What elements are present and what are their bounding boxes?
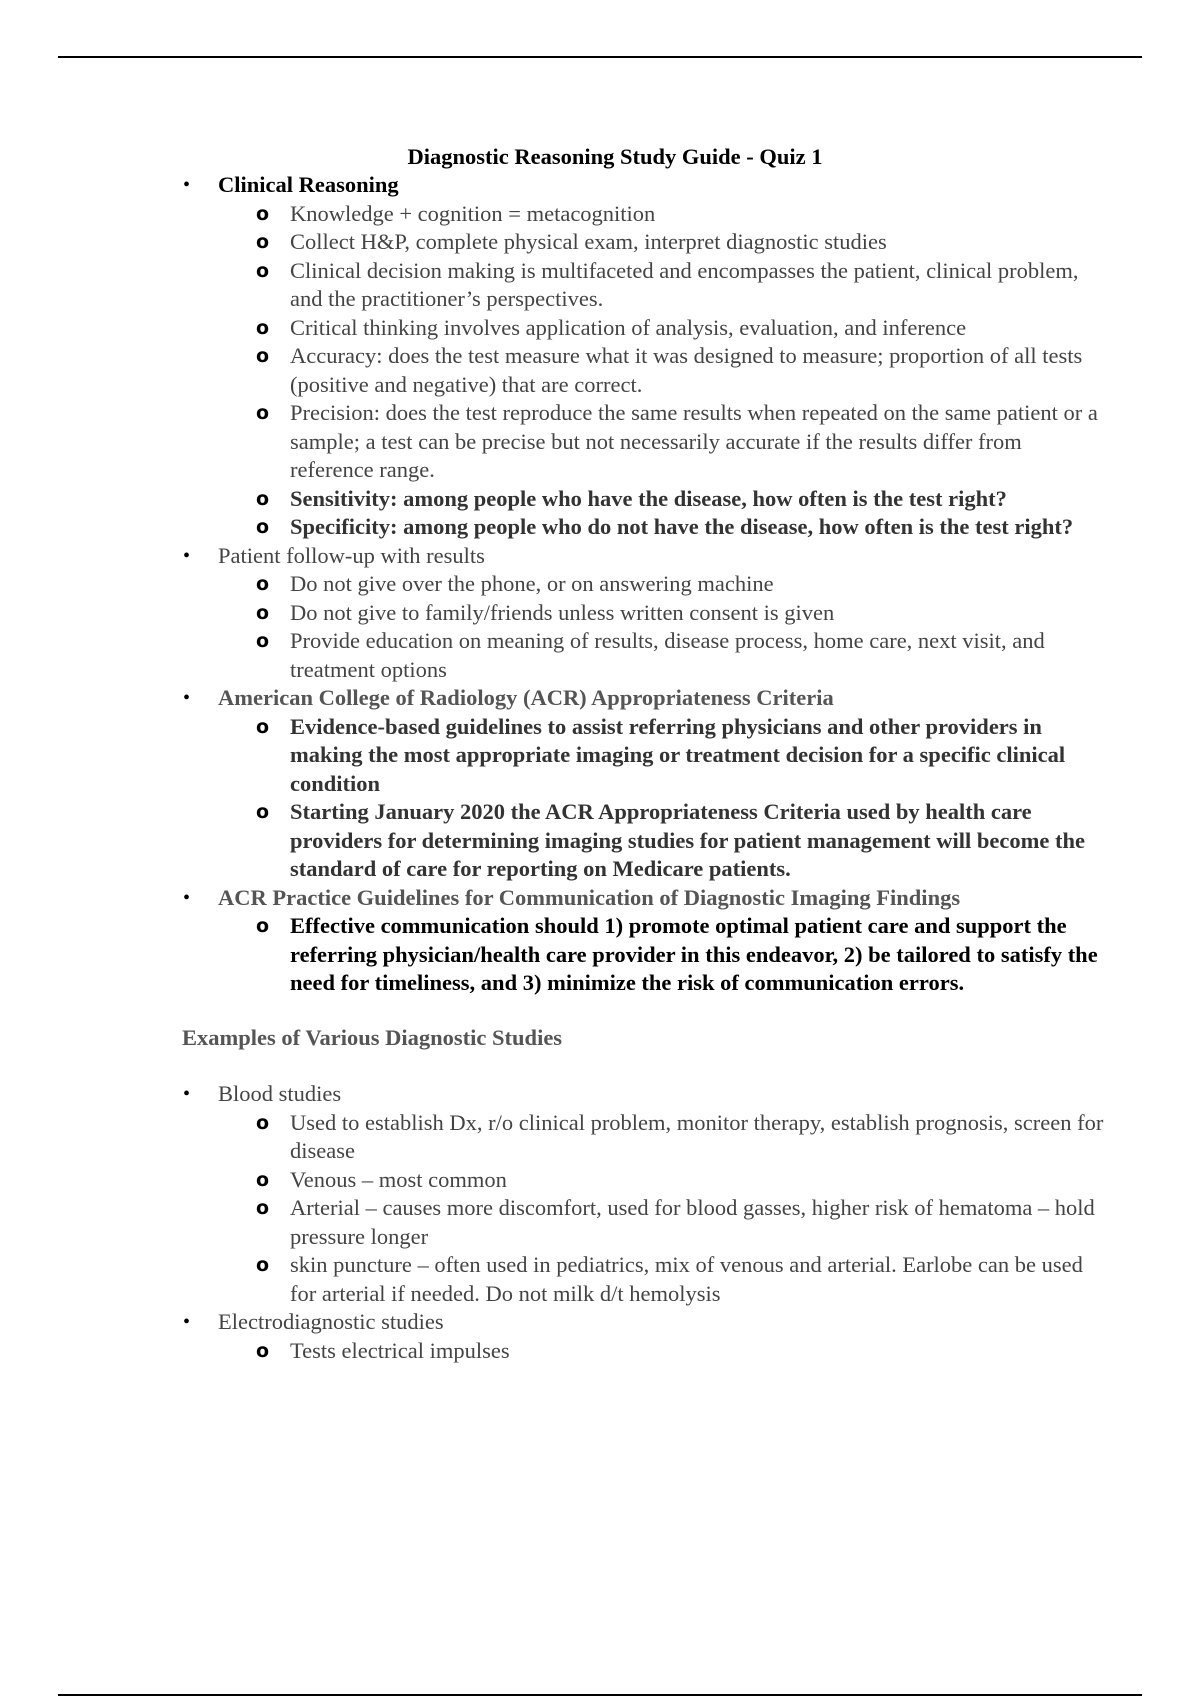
bullet-icon: • — [183, 687, 191, 709]
outline-item-acr-practice-guidelines — [0, 884, 1200, 998]
list-item-text: Specificity: among people who do not have the disease, how often is the test right? — [290, 514, 1074, 539]
list-item-text: Evidence-based guidelines to assist referring physicians and other providers in making the most appropriate imaging or treatment decision for a specific clinical condition — [290, 713, 1066, 796]
circle-bullet-icon: o — [256, 630, 270, 652]
circle-bullet-icon: o — [256, 801, 270, 823]
list-item — [218, 1109, 1110, 1166]
circle-bullet-icon: o — [256, 1339, 270, 1362]
outline-item-acr-criteria — [0, 684, 1200, 884]
list-item-text: Sensitivity: among people who have the disease, how often is the test right? — [290, 485, 1007, 511]
list-item — [218, 798, 1110, 884]
list-item — [218, 485, 1110, 514]
circle-bullet-icon: o — [256, 402, 270, 424]
list-item — [218, 314, 1110, 343]
bullet-icon: • — [183, 174, 191, 196]
list-item-text: Accuracy: does the test measure what it was designed to measure; proportion of all tests (positive and negative) that are correct. — [290, 343, 1083, 397]
sub-list — [218, 713, 1110, 884]
list-item — [218, 627, 1110, 684]
list-item — [218, 1337, 1110, 1366]
sub-list — [218, 1109, 1110, 1309]
list-item — [218, 570, 1110, 599]
list-item — [218, 257, 1110, 314]
outline-item-clinical-reasoning — [0, 171, 1200, 542]
list-item-text: Starting January 2020 the ACR Appropriateness Criteria used by health care providers for determining imaging studies for patient management will become the standard of care for reporting on Medicare patients. — [290, 799, 1085, 881]
circle-bullet-icon: o — [256, 259, 270, 282]
outline-item-label: Clinical Reasoning — [218, 172, 399, 197]
list-item — [218, 1194, 1110, 1251]
circle-bullet-icon: o — [256, 202, 270, 225]
circle-bullet-icon: o — [256, 573, 270, 595]
list-item-text: Collect H&P, complete physical exam, interpret diagnostic studies — [290, 229, 887, 254]
list-item — [218, 228, 1110, 257]
outline-item-label: American College of Radiology (ACR) Appropriateness Criteria — [218, 685, 834, 710]
list-item-text: Critical thinking involves application of analysis, evaluation, and inference — [290, 314, 967, 340]
list-item-text: Do not give to family/friends unless written consent is given — [290, 599, 835, 625]
document-body — [0, 143, 1200, 1365]
circle-bullet-icon: o — [256, 1254, 270, 1276]
list-item-text: Tests electrical impulses — [290, 1337, 510, 1363]
bullet-icon: • — [183, 544, 191, 567]
examples-heading: Examples of Various Diagnostic Studies — [182, 1024, 563, 1050]
outline-item-label: Blood studies — [218, 1081, 342, 1106]
list-item — [218, 599, 1110, 628]
list-item — [218, 912, 1110, 998]
list-item — [218, 1251, 1110, 1308]
sub-list — [218, 912, 1110, 998]
circle-bullet-icon: o — [256, 516, 270, 538]
circle-bullet-icon: o — [256, 231, 270, 253]
outline-item-electrodiagnostic-studies — [0, 1308, 1200, 1365]
outline-item-label: ACR Practice Guidelines for Communication of Diagnostic Imaging Findings — [218, 884, 961, 910]
circle-bullet-icon: o — [256, 487, 270, 510]
list-item-text: Knowledge + cognition = metacognition — [290, 200, 656, 226]
outline-item-label: Patient follow-up with results — [218, 542, 485, 568]
circle-bullet-icon: o — [256, 715, 270, 738]
bullet-icon: • — [183, 1311, 191, 1333]
list-item — [218, 513, 1110, 542]
list-item-text: Provide education on meaning of results, disease process, home care, next visit, and treatment options — [290, 628, 1045, 682]
list-item-text: Clinical decision making is multifaceted and encompasses the patient, clinical problem, and the practitioner’s perspectives. — [290, 257, 1079, 311]
sub-list — [218, 200, 1110, 542]
sub-list — [218, 1337, 1110, 1366]
header-rule — [58, 56, 1142, 58]
outline-item-label: Electrodiagnostic studies — [218, 1309, 444, 1334]
main-outline — [0, 171, 1200, 998]
circle-bullet-icon: o — [256, 1197, 270, 1219]
list-item — [218, 1166, 1110, 1195]
list-item — [218, 342, 1110, 399]
examples-outline — [0, 1080, 1200, 1365]
list-item — [218, 399, 1110, 485]
sub-list — [218, 570, 1110, 684]
circle-bullet-icon: o — [256, 316, 270, 339]
document-title: Diagnostic Reasoning Study Guide - Quiz 1 — [407, 144, 823, 169]
circle-bullet-icon: o — [256, 1168, 270, 1191]
list-item-text: Venous – most common — [290, 1166, 507, 1192]
circle-bullet-icon: o — [256, 1111, 270, 1134]
bullet-icon: • — [183, 886, 191, 909]
outline-item-patient-follow-up — [0, 542, 1200, 685]
list-item-text: Arterial – causes more discomfort, used for blood gasses, higher risk of hematoma – hold pressure longer — [290, 1195, 1095, 1249]
circle-bullet-icon: o — [256, 345, 270, 367]
circle-bullet-icon: o — [256, 915, 270, 937]
list-item-text: Effective communication should 1) promote optimal patient care and support the referring physician/health care provider in this endeavor, 2) be tailored to satisfy the need for timeliness, and 3) minimize the risk of communication errors. — [290, 913, 1098, 995]
footer-rule — [58, 1694, 1142, 1696]
list-item-text: Precision: does the test reproduce the same results when repeated on the same patient or a sample; a test can be precise but not necessarily accurate if the results differ from reference range. — [290, 400, 1098, 482]
circle-bullet-icon: o — [256, 601, 270, 624]
list-item-text: Do not give over the phone, or on answering machine — [290, 571, 774, 596]
list-item — [218, 713, 1110, 799]
list-item-text: Used to establish Dx, r/o clinical problem, monitor therapy, establish prognosis, screen for disease — [290, 1109, 1104, 1163]
list-item — [218, 200, 1110, 229]
outline-item-blood-studies — [0, 1080, 1200, 1308]
bullet-icon: • — [183, 1083, 191, 1105]
list-item-text: skin puncture – often used in pediatrics, mix of venous and arterial. Earlobe can be used for arterial if needed. Do not milk d/t hemolysis — [290, 1252, 1083, 1306]
